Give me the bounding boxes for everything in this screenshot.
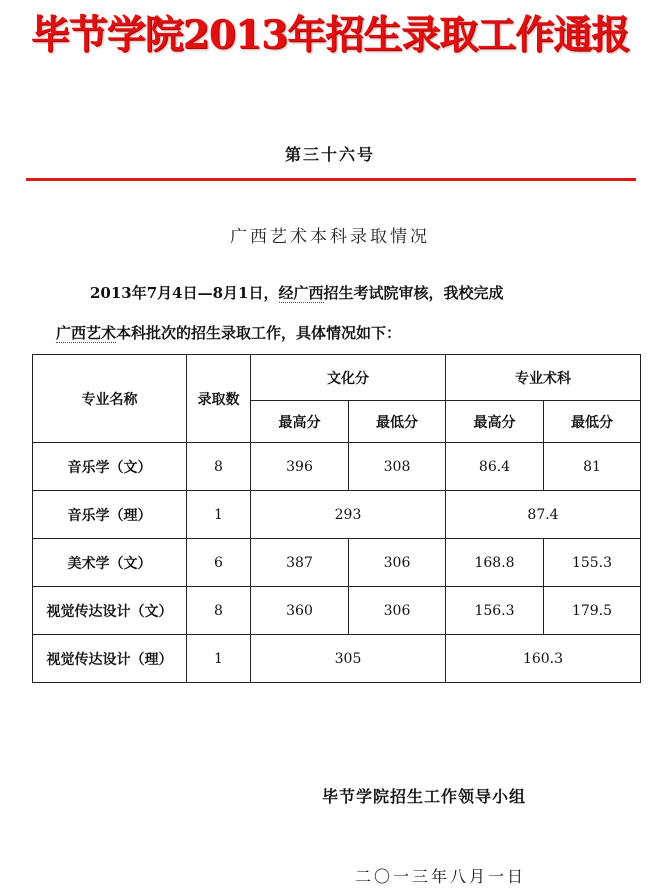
header-major: 专业名称 <box>33 355 187 443</box>
paragraph-text: 招生考试院审核，我校完成 <box>323 284 504 302</box>
table-row <box>33 635 641 683</box>
cell-culture-max: 360 <box>251 587 349 635</box>
paragraph-line-1 <box>90 282 504 303</box>
cell-pro-max: 168.8 <box>446 539 544 587</box>
table-row <box>33 587 641 635</box>
table-row <box>33 491 641 539</box>
cell-culture: 293 <box>251 491 446 539</box>
cell-culture-min: 308 <box>349 443 446 491</box>
cell-admitted: 8 <box>187 587 251 635</box>
header-professional: 专业术科 <box>446 355 641 401</box>
paragraph-text: 本科批次的招生录取工作，具体情况如下： <box>116 324 402 342</box>
cell-major: 音乐学（文） <box>33 443 187 491</box>
cell-pro-min: 179.5 <box>544 587 641 635</box>
header-culture: 文化分 <box>251 355 446 401</box>
highlighted-text: 经广西 <box>278 284 324 302</box>
cell-pro-min: 81 <box>544 443 641 491</box>
header-admitted: 录取数 <box>187 355 251 443</box>
cell-admitted: 1 <box>187 635 251 683</box>
cell-major: 视觉传达设计（文） <box>33 587 187 635</box>
cell-pro-max: 86.4 <box>446 443 544 491</box>
cell-pro: 160.3 <box>446 635 641 683</box>
highlighted-text: 广西艺术 <box>56 324 117 342</box>
cell-admitted: 8 <box>187 443 251 491</box>
cell-admitted: 1 <box>187 491 251 539</box>
header-pro-max: 最高分 <box>446 401 544 443</box>
table-header-row <box>33 355 641 401</box>
cell-pro-min: 155.3 <box>544 539 641 587</box>
table-row <box>33 539 641 587</box>
cell-culture-max: 387 <box>251 539 349 587</box>
red-divider <box>26 178 636 181</box>
table-row <box>33 443 641 491</box>
cell-pro-max: 156.3 <box>446 587 544 635</box>
cell-pro: 87.4 <box>446 491 641 539</box>
cell-culture-min: 306 <box>349 587 446 635</box>
cell-culture-max: 396 <box>251 443 349 491</box>
paragraph-text: 2013年7月4日—8月1日， <box>90 284 279 302</box>
issue-number: 第三十六号 <box>284 145 375 164</box>
header-culture-max: 最高分 <box>251 401 349 443</box>
header-pro-min: 最低分 <box>544 401 641 443</box>
paragraph-line-2 <box>56 322 401 343</box>
cell-major: 美术学（文） <box>33 539 187 587</box>
signature: 毕节学院招生工作领导小组 <box>322 787 527 806</box>
section-heading: 广西艺术本科录取情况 <box>230 227 430 247</box>
cell-culture: 305 <box>251 635 446 683</box>
cell-major: 视觉传达设计（理） <box>33 635 187 683</box>
admission-table <box>32 354 641 683</box>
masthead-title: 毕节学院2013年招生录取工作通报 <box>30 12 630 58</box>
cell-admitted: 6 <box>187 539 251 587</box>
cell-culture-min: 306 <box>349 539 446 587</box>
issue-date: 二〇一三年八月一日 <box>355 867 527 886</box>
cell-major: 音乐学（理） <box>33 491 187 539</box>
header-culture-min: 最低分 <box>349 401 446 443</box>
